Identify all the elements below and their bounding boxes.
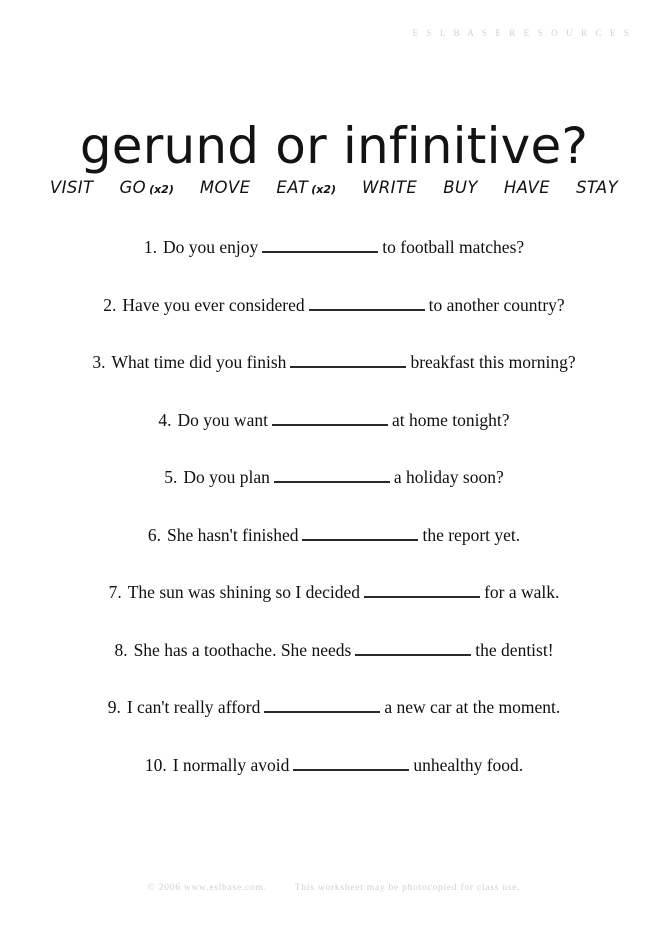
question-number: 3. xyxy=(92,352,106,372)
question-row xyxy=(0,232,668,290)
question-text-after-blank: a new car at the moment. xyxy=(384,697,561,717)
word-bank-word: WRITE xyxy=(362,178,418,197)
question-number: 6. xyxy=(147,524,161,545)
question-text-before-blank: Do you enjoy xyxy=(162,237,259,257)
question-number: 9. xyxy=(107,697,121,717)
question-text-before-blank: She hasn't finished xyxy=(166,524,299,545)
question-text-before-blank: She has a toothache. She needs xyxy=(133,639,352,660)
word-bank-item xyxy=(362,178,417,197)
answer-blank[interactable] xyxy=(290,351,406,368)
question-row xyxy=(0,520,668,578)
question-row xyxy=(0,692,668,750)
question-text-after-blank: to football matches? xyxy=(382,237,525,257)
question-row xyxy=(0,290,668,348)
word-bank-item xyxy=(50,178,94,197)
word-bank-word: GO xyxy=(119,178,147,197)
answer-blank[interactable] xyxy=(264,696,380,713)
word-bank-item xyxy=(504,178,550,197)
word-bank-word: VISIT xyxy=(49,178,94,197)
answer-blank[interactable] xyxy=(355,639,471,656)
question-row xyxy=(0,462,668,520)
question-text-before-blank: Do you plan xyxy=(183,467,270,487)
word-bank-word: EAT xyxy=(276,178,309,197)
question-text-before-blank: I can't really afford xyxy=(126,697,261,717)
question-text-after-blank: at home tonight? xyxy=(391,409,510,430)
question-number: 7. xyxy=(108,582,122,602)
question-text-after-blank: the dentist! xyxy=(475,639,554,660)
question-text-before-blank: Do you want xyxy=(177,409,268,430)
question-list xyxy=(0,232,668,807)
question-text-after-blank: breakfast this morning? xyxy=(410,352,576,372)
answer-blank[interactable] xyxy=(309,294,425,311)
question-text-before-blank: The sun was shining so I decided xyxy=(127,582,361,602)
word-bank xyxy=(0,178,668,197)
answer-blank[interactable] xyxy=(272,409,388,426)
question-number: 5. xyxy=(164,467,178,487)
word-bank-multiplier: (x2) xyxy=(149,183,174,196)
word-bank-item xyxy=(276,178,336,197)
question-text-after-blank: the report yet. xyxy=(422,524,521,545)
footer-copyright: © 2006 www.eslbase.com. xyxy=(147,883,267,893)
question-text-before-blank: Have you ever considered xyxy=(122,294,305,315)
answer-blank[interactable] xyxy=(293,754,409,771)
word-bank-item xyxy=(119,178,173,197)
question-number: 1. xyxy=(143,237,157,257)
question-number: 2. xyxy=(103,294,117,315)
footer-notice: This worksheet may be photocopied for class use. xyxy=(294,883,521,893)
word-bank-word: STAY xyxy=(576,178,619,197)
word-bank-item xyxy=(576,178,618,197)
question-text-after-blank: unhealthy food. xyxy=(413,754,524,775)
question-text-after-blank: for a walk. xyxy=(484,582,560,602)
question-row xyxy=(0,635,668,693)
question-text-before-blank: I normally avoid xyxy=(172,754,290,775)
answer-blank[interactable] xyxy=(274,466,390,483)
brand-header: E S L B A S E R E S O U R C E S xyxy=(412,28,632,38)
answer-blank[interactable] xyxy=(364,581,480,598)
word-bank-item xyxy=(443,178,478,197)
word-bank-multiplier: (x2) xyxy=(311,183,337,196)
page-title: gerund or infinitive? xyxy=(79,116,589,175)
answer-blank[interactable] xyxy=(302,524,418,541)
word-bank-word: HAVE xyxy=(503,178,551,197)
question-text-after-blank: to another country? xyxy=(428,294,565,315)
question-number: 10. xyxy=(144,754,167,775)
question-row xyxy=(0,577,668,635)
question-row xyxy=(0,750,668,808)
page-footer xyxy=(0,883,668,893)
word-bank-item xyxy=(200,178,251,197)
question-number: 4. xyxy=(158,409,172,430)
question-text-after-blank: a holiday soon? xyxy=(393,467,504,487)
answer-blank[interactable] xyxy=(262,236,378,253)
question-row xyxy=(0,347,668,405)
question-row xyxy=(0,405,668,463)
word-bank-word: MOVE xyxy=(199,178,251,197)
word-bank-word: BUY xyxy=(443,178,478,197)
question-text-before-blank: What time did you finish xyxy=(111,352,287,372)
question-number: 8. xyxy=(114,639,128,660)
